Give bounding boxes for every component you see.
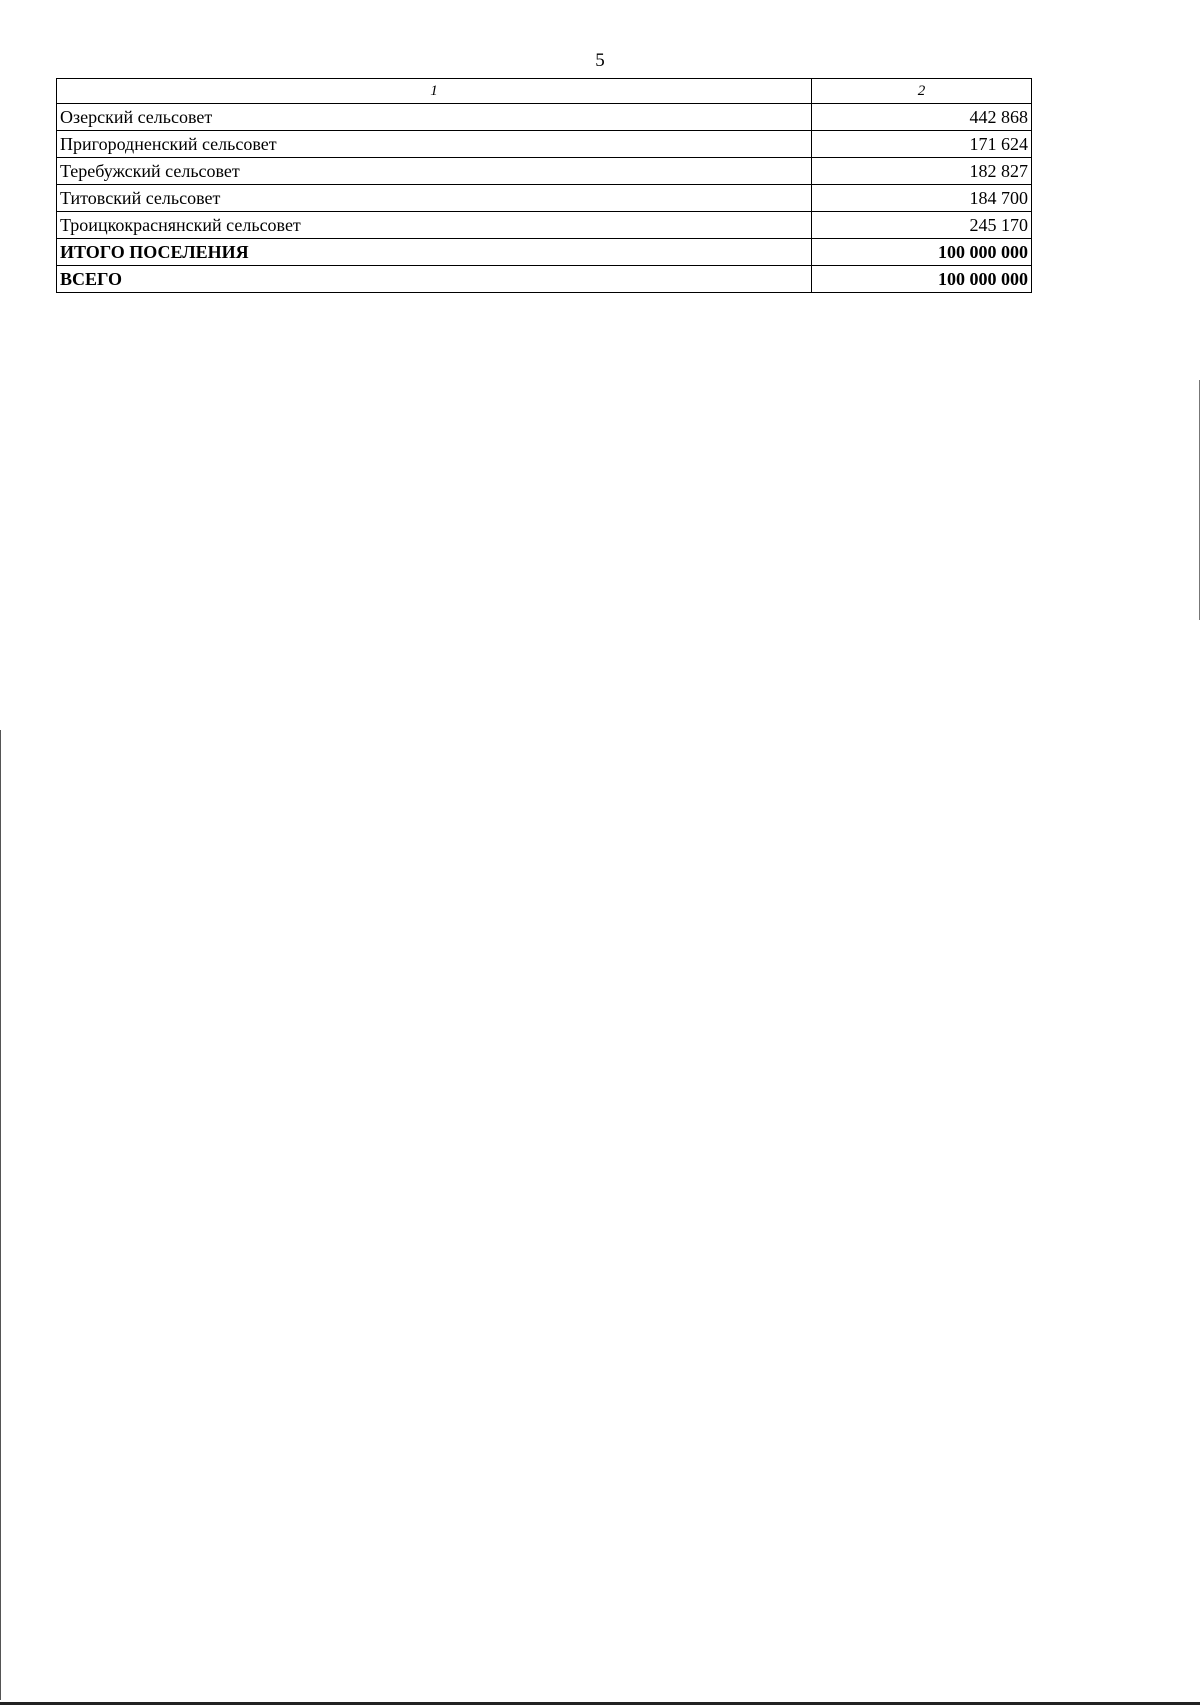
- settlement-name: Озерский сельсовет: [57, 104, 812, 131]
- settlement-amount: 442 868: [812, 104, 1032, 131]
- settlement-amount: 245 170: [812, 212, 1032, 239]
- settlement-amount: 171 624: [812, 131, 1032, 158]
- table-row: [57, 212, 1032, 239]
- column-number-1: 1: [57, 79, 812, 104]
- column-number-2: 2: [812, 79, 1032, 104]
- table-row: [57, 131, 1032, 158]
- subtotal-amount: 100 000 000: [812, 239, 1032, 266]
- settlement-name: Титовский сельсовет: [57, 185, 812, 212]
- scan-edge-left: [0, 730, 1, 1700]
- table-header-row: [57, 79, 1032, 104]
- settlement-amount: 184 700: [812, 185, 1032, 212]
- subtotal-row: [57, 239, 1032, 266]
- settlement-name: Теребужский сельсовет: [57, 158, 812, 185]
- settlement-name: Троицкокраснянский сельсовет: [57, 212, 812, 239]
- allocation-table: [56, 78, 1032, 293]
- settlement-name: Пригородненский сельсовет: [57, 131, 812, 158]
- table-row: [57, 104, 1032, 131]
- settlement-amount: 182 827: [812, 158, 1032, 185]
- grand-total-row: [57, 266, 1032, 293]
- table-row: [57, 158, 1032, 185]
- scan-edge-bottom: [0, 1702, 1200, 1705]
- grand-total-label: ВСЕГО: [57, 266, 812, 293]
- table-row: [57, 185, 1032, 212]
- subtotal-label: ИТОГО ПОСЕЛЕНИЯ: [57, 239, 812, 266]
- grand-total-amount: 100 000 000: [812, 266, 1032, 293]
- page-number: 5: [595, 50, 605, 71]
